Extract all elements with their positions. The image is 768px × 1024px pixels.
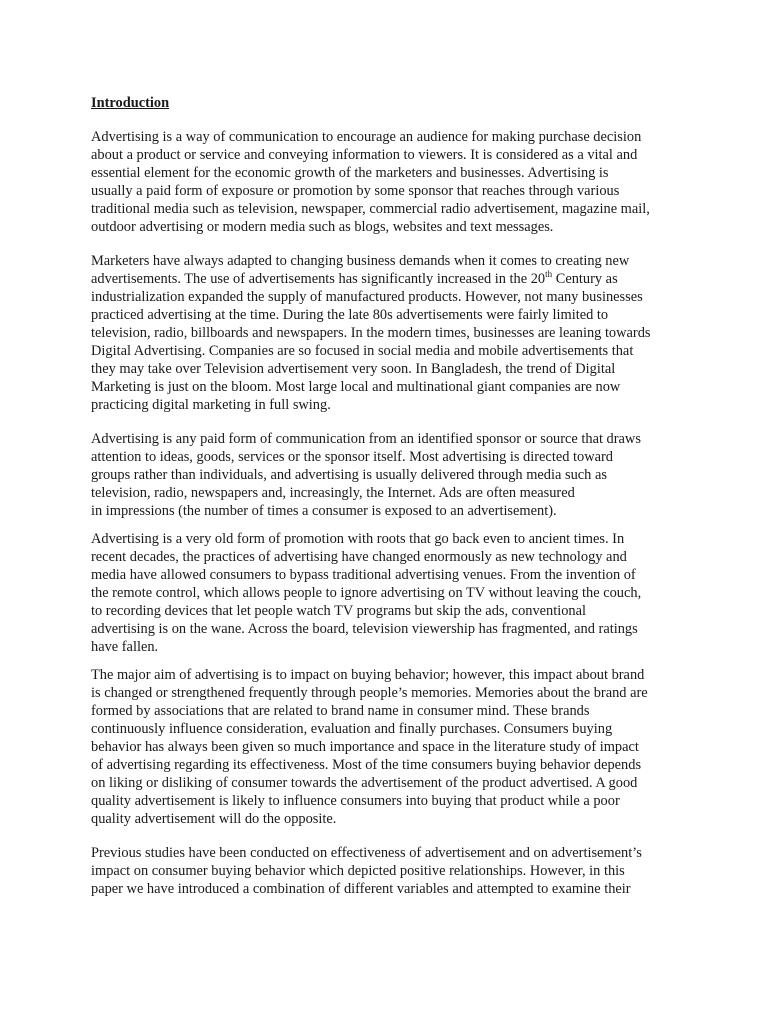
- text-line: usually a paid form of exposure or promotion by some sponsor that reaches through various: [91, 183, 620, 199]
- text-line: on liking or disliking of consumer towards the advertisement of the product advertised. A good: [91, 775, 638, 791]
- section-heading: Introduction: [91, 95, 170, 111]
- text-line: Advertising is any paid form of communication from an identified sponsor or source that draws: [91, 431, 641, 447]
- text-line: industrialization expanded the supply of manufactured products. However, not many businesses: [91, 289, 643, 305]
- text-line: formed by associations that are related to brand name in consumer mind. These brands: [91, 703, 590, 719]
- text-line: quality advertisement will do the opposite.: [91, 811, 337, 827]
- paragraph-5: [91, 666, 681, 828]
- document-body: [91, 94, 681, 914]
- text-line: Marketing is just on the bloom. Most large local and multinational giant companies are now: [91, 379, 621, 395]
- text-line: continuously influence consideration, evaluation and finally purchases. Consumers buying: [91, 721, 613, 737]
- text-line: to recording devices that let people watch TV programs but skip the ads, conventional: [91, 603, 587, 619]
- text-line: attention to ideas, goods, services or the sponsor itself. Most advertising is directed toward: [91, 449, 613, 465]
- text-line: impact on consumer buying behavior which depicted positive relationships. However, in this: [91, 863, 625, 879]
- text-fragment: Century as: [552, 271, 618, 287]
- text-line: practiced advertising at the time. During the late 80s advertisements were fairly limited to: [91, 307, 609, 323]
- text-line: Digital Advertising. Companies are so focused in social media and mobile advertisements that: [91, 343, 634, 359]
- text-line: essential element for the economic growth of the marketers and businesses. Advertising is: [91, 165, 609, 181]
- text-line: of advertising regarding its effectiveness. Most of the time consumers buying behavior depends: [91, 757, 642, 773]
- paragraph-3: [91, 430, 681, 520]
- text-line: Advertising is a very old form of promotion with roots that go back even to ancient times. In: [91, 531, 625, 547]
- text-line-with-superscript: [91, 270, 681, 288]
- text-line: quality advertisement is likely to influence consumers into buying that product while a poor: [91, 793, 620, 809]
- paragraph-4: [91, 530, 681, 656]
- text-line: practicing digital marketing in full swing.: [91, 397, 331, 413]
- text-line: about a product or service and conveying information to viewers. It is considered as a vital and: [91, 147, 638, 163]
- paragraph-1: [91, 128, 681, 236]
- ordinal-superscript: th: [545, 269, 553, 279]
- text-line: is changed or strengthened frequently through people’s memories. Memories about the brand are: [91, 685, 648, 701]
- text-line: Marketers have always adapted to changing business demands when it comes to creating new: [91, 253, 630, 269]
- text-line: television, radio, billboards and newspapers. In the modern times, businesses are leaning towards: [91, 325, 651, 341]
- text-line: television, radio, newspapers and, increasingly, the Internet. Ads are often measured: [91, 485, 575, 501]
- text-line: behavior has always been given so much importance and space in the literature study of impact: [91, 739, 639, 755]
- text-line: Previous studies have been conducted on effectiveness of advertisement and on advertisement’s: [91, 845, 642, 861]
- text-line: outdoor advertising or modern media such as blogs, websites and text messages.: [91, 219, 554, 235]
- text-line: The major aim of advertising is to impact on buying behavior; however, this impact about brand: [91, 667, 645, 683]
- text-line: in impressions (the number of times a consumer is exposed to an advertisement).: [91, 503, 557, 519]
- text-line: recent decades, the practices of advertising have changed enormously as new technology and: [91, 549, 627, 565]
- text-line: the remote control, which allows people to ignore advertising on TV without leaving the couch,: [91, 585, 642, 601]
- text-line: have fallen.: [91, 639, 159, 655]
- paragraph-2: [91, 252, 681, 414]
- text-fragment: advertisements. The use of advertisements has significantly increased in the 20: [91, 271, 546, 287]
- text-line: they may take over Television advertisement very soon. In Bangladesh, the trend of Digital: [91, 361, 616, 377]
- text-line: media have allowed consumers to bypass traditional advertising venues. From the invention of: [91, 567, 636, 583]
- text-line: traditional media such as television, newspaper, commercial radio advertisement, magazine mail,: [91, 201, 650, 217]
- text-line: Advertising is a way of communication to encourage an audience for making purchase decision: [91, 129, 642, 145]
- text-line: groups rather than individuals, and advertising is usually delivered through media such as: [91, 467, 607, 483]
- paragraph-6: [91, 844, 681, 898]
- text-line: paper we have introduced a combination of different variables and attempted to examine their: [91, 881, 631, 897]
- text-line: advertising is on the wane. Across the board, television viewership has fragmented, and ratings: [91, 621, 638, 637]
